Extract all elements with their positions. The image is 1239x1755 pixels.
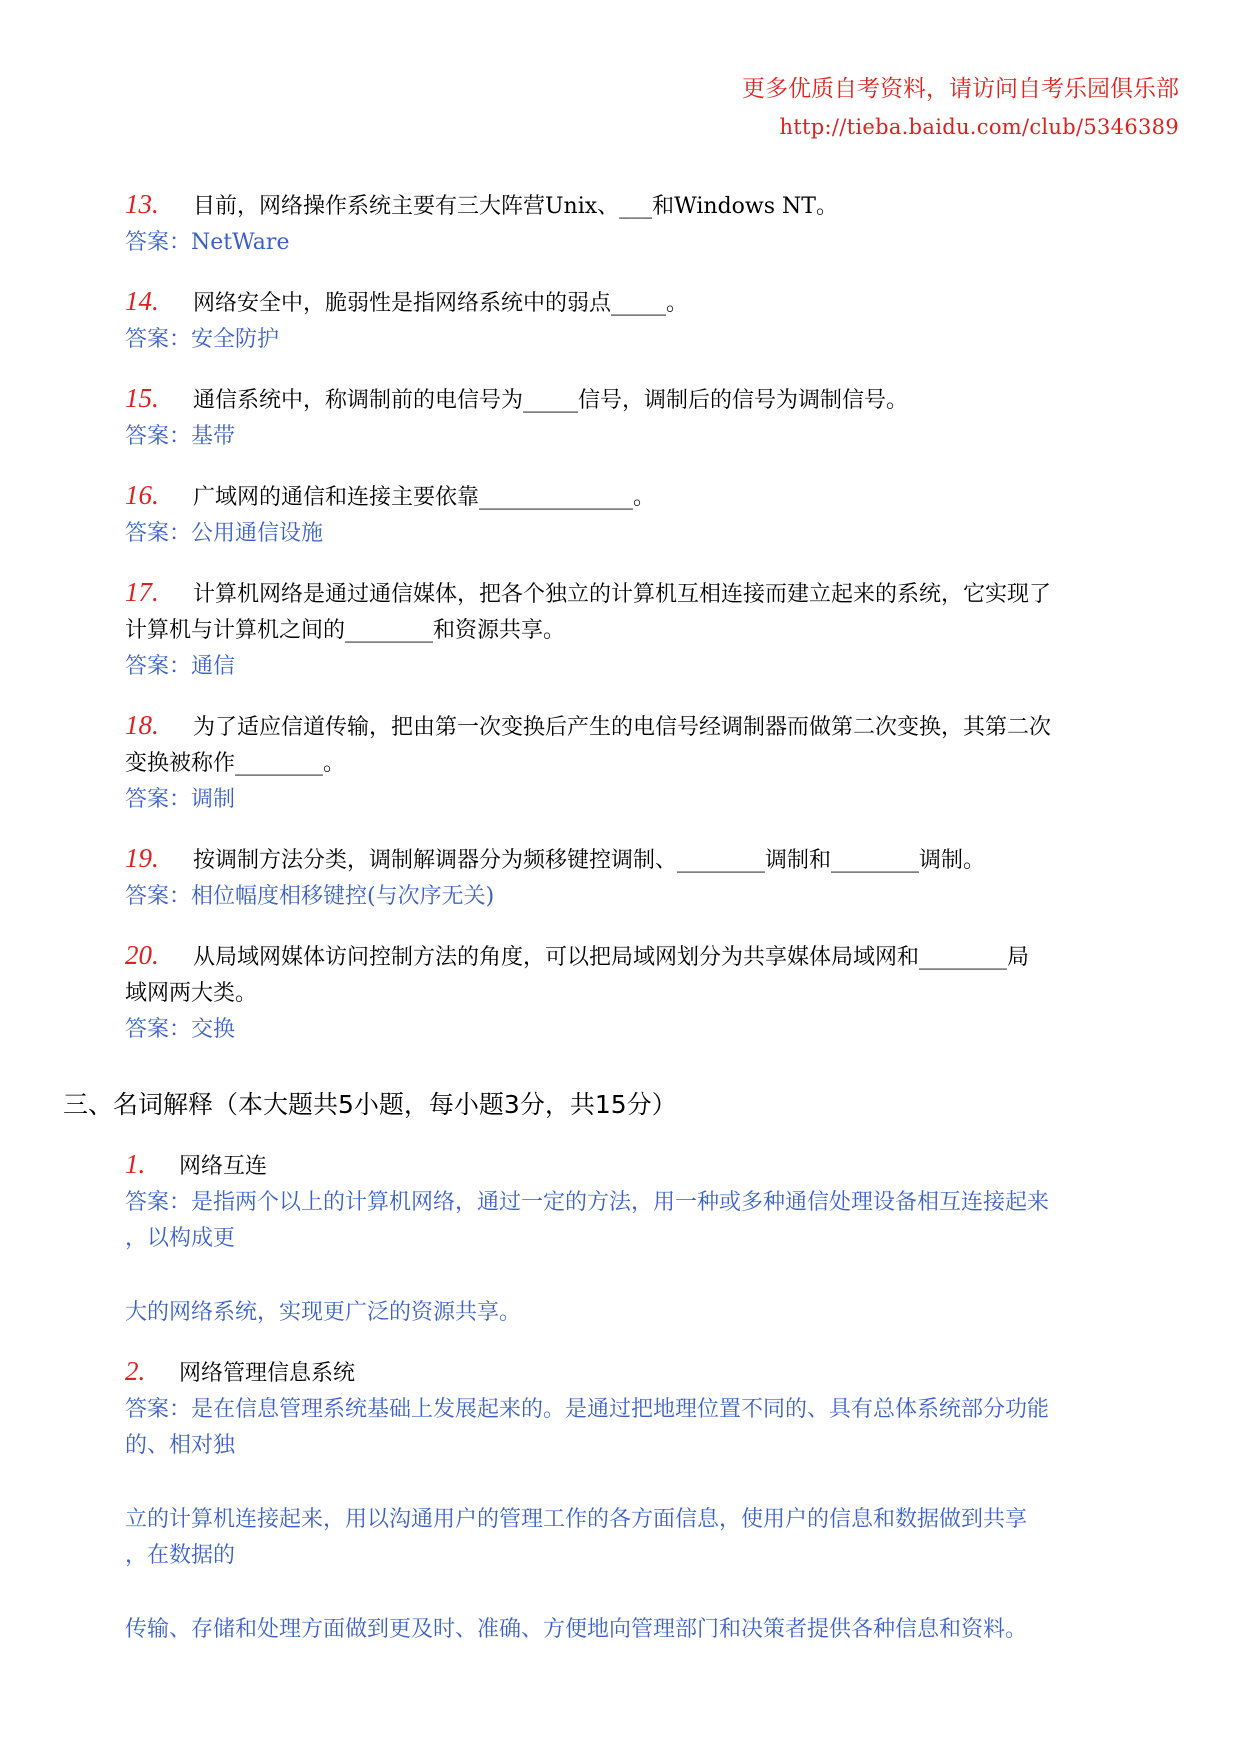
question-15	[125, 380, 1175, 455]
fill-in-questions	[125, 186, 1175, 1070]
question-13	[125, 186, 1175, 261]
header-url[interactable]: http://tieba.baidu.com/club/5346389	[779, 115, 1179, 139]
definitions	[125, 1146, 1175, 1670]
question-16	[125, 477, 1175, 552]
question-14	[125, 283, 1175, 358]
definition-answer-line: ，在数据的	[125, 1543, 236, 1568]
question-text-cont: 变换被称作________。	[125, 751, 346, 776]
page-header	[619, 70, 1179, 146]
answer: 答案：NetWare	[125, 230, 290, 255]
question-number: 13.	[125, 189, 159, 219]
question-number: 20.	[125, 940, 159, 970]
header-promo-text: 更多优质自考资料，请访问自考乐园俱乐部	[742, 76, 1179, 102]
definition-answer-line: ，以构成更	[125, 1226, 236, 1251]
answer: 答案：公用通信设施	[125, 521, 324, 546]
definition-number: 1.	[125, 1149, 146, 1179]
question-number: 14.	[125, 286, 159, 316]
question-text: 网络安全中，脆弱性是指网络系统中的弱点_____。	[193, 291, 689, 316]
answer: 答案：通信	[125, 654, 236, 679]
definition-answer-line: 答案：是在信息管理系统基础上发展起来的。是通过把地理位置不同的、具有总体系统部分功能	[125, 1397, 1050, 1422]
answer: 答案：相位幅度相移键控(与次序无关)	[125, 884, 495, 909]
question-number: 15.	[125, 383, 159, 413]
question-text-cont: 域网两大类。	[125, 981, 258, 1006]
question-20	[125, 937, 1175, 1048]
question-17	[125, 574, 1175, 685]
question-text: 从局域网媒体访问控制方法的角度，可以把局域网划分为共享媒体局域网和________局	[193, 945, 1030, 970]
line-gap	[125, 1464, 1175, 1502]
question-number: 19.	[125, 843, 159, 873]
question-text: 目前，网络操作系统主要有三大阵营Unix、___和Windows NT。	[193, 194, 838, 219]
question-text: 计算机网络是通过通信媒体，把各个独立的计算机互相连接而建立起来的系统，它实现了	[193, 582, 1052, 607]
line-gap	[125, 1257, 1175, 1295]
question-text: 广域网的通信和连接主要依靠______________。	[193, 485, 656, 510]
answer: 答案：安全防护	[125, 327, 280, 352]
definition-answer-line: 大的网络系统，实现更广泛的资源共享。	[125, 1300, 522, 1325]
section-title: 三、名词解释（本大题共5小题，每小题3分，共15分）	[63, 1090, 677, 1119]
definition-answer-line: 答案：是指两个以上的计算机网络，通过一定的方法，用一种或多种通信处理设备相互连接起来	[125, 1190, 1050, 1215]
question-text: 通信系统中，称调制前的电信号为_____信号，调制后的信号为调制信号。	[193, 388, 909, 413]
answer: 答案：基带	[125, 424, 236, 449]
definition-number: 2.	[125, 1356, 146, 1386]
question-text: 按调制方法分类，调制解调器分为频移键控调制、________调制和________调制。	[193, 848, 986, 873]
question-text-cont: 计算机与计算机之间的________和资源共享。	[125, 618, 566, 643]
definition-2	[125, 1353, 1175, 1648]
definition-answer-line: 的、相对独	[125, 1433, 236, 1458]
question-19	[125, 840, 1175, 915]
answer: 答案：调制	[125, 787, 236, 812]
question-number: 17.	[125, 577, 159, 607]
definition-answer-line: 传输、存储和处理方面做到更及时、准确、方便地向管理部门和决策者提供各种信息和资料。	[125, 1617, 1028, 1642]
question-number: 16.	[125, 480, 159, 510]
question-text: 为了适应信道传输，把由第一次变换后产生的电信号经调制器而做第二次变换，其第二次	[193, 715, 1052, 740]
definition-term: 网络互连	[179, 1154, 268, 1179]
definition-term: 网络管理信息系统	[179, 1361, 356, 1386]
question-18	[125, 707, 1175, 818]
definition-answer-line: 立的计算机连接起来，用以沟通用户的管理工作的各方面信息，使用户的信息和数据做到共享	[125, 1507, 1028, 1532]
definition-1	[125, 1146, 1175, 1331]
answer: 答案：交换	[125, 1017, 236, 1042]
question-number: 18.	[125, 710, 159, 740]
line-gap	[125, 1574, 1175, 1612]
